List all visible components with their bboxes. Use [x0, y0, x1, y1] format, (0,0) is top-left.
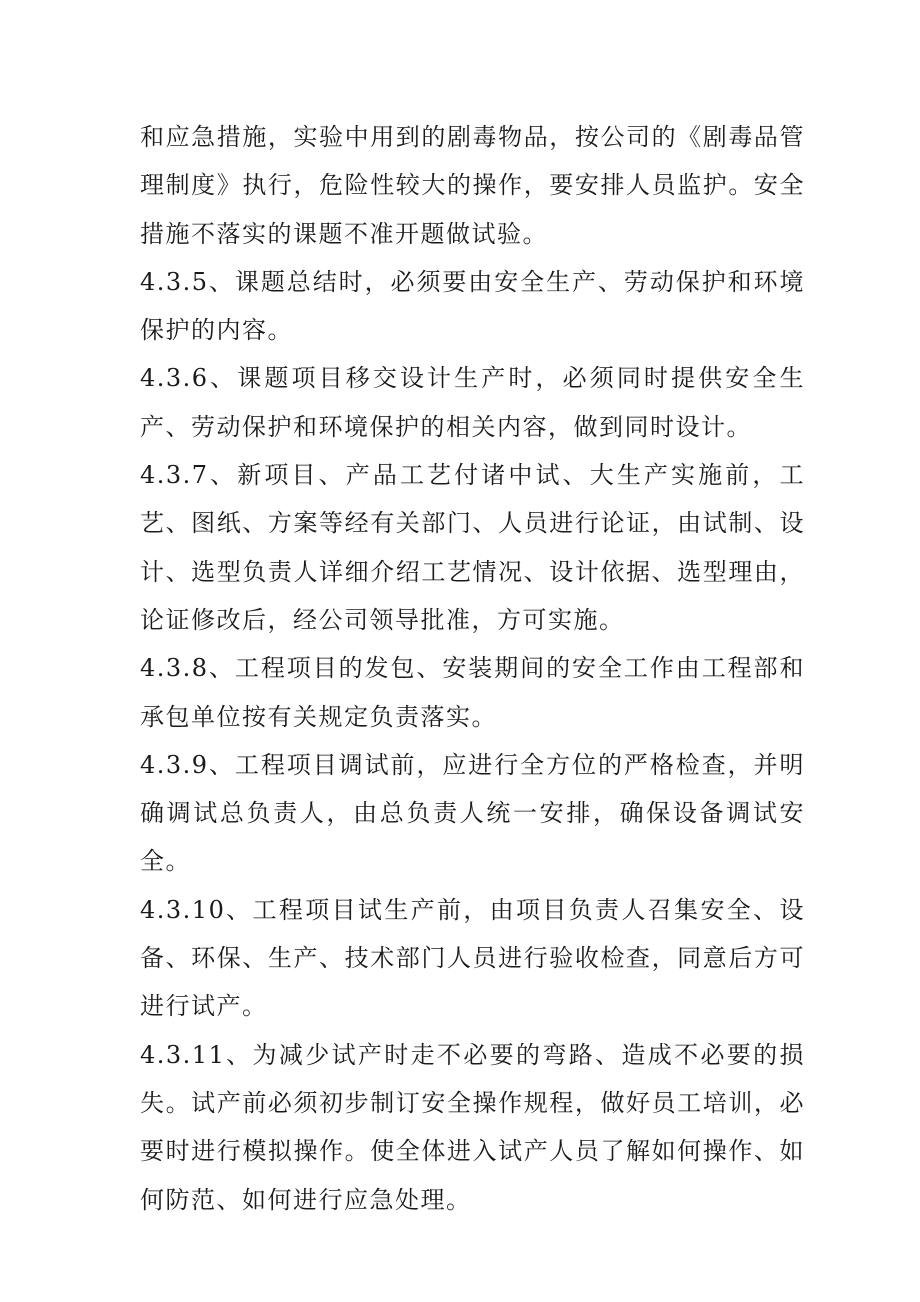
paragraph-4-3-8: 4.3.8、工程项目的发包、安装期间的安全工作由工程部和承包单位按有关规定负责落实。 [140, 654, 805, 731]
paragraph-4-3-6: 4.3.6、课题项目移交设计生产时，必须同时提供安全生产、劳动保护和环境保护的相关内容，做到同时设计。 [140, 364, 805, 441]
paragraph-4-3-5: 4.3.5、课题总结时，必须要由安全生产、劳动保护和环境保护的内容。 [140, 267, 805, 345]
paragraph-4-3-10: 4.3.10、工程项目试生产前，由项目负责人召集安全、设备、环保、生产、技术部门人员进行验收检查，同意后方可进行试产。 [140, 895, 805, 1021]
document-body [140, 113, 805, 1224]
paragraph-4-3-7: 4.3.7、新项目、产品工艺付诸中试、大生产实施前，工艺、图纸、方案等经有关部门、人员进行论证，由试制、设计、选型负责人详细介绍工艺情况、设计依据、选型理由，论证修改后，经公司领导批准，方可实施。 [140, 461, 805, 634]
paragraph-emergency-measures: 和应急措施，实验中用到的剧毒物品，按公司的《剧毒品管理制度》执行，危险性较大的操作，要安排人员监护。安全措施不落实的课题不准开题做试验。 [140, 123, 805, 248]
paragraph-4-3-11: 4.3.11、为减少试产时走不必要的弯路、造成不必要的损失。试产前必须初步制订安全操作规程，做好员工培训，必要时进行模拟操作。使全体进入试产人员了解如何操作、如何防范、如何进行应急处理。 [140, 1040, 805, 1214]
paragraph-4-3-9: 4.3.9、工程项目调试前，应进行全方位的严格检查，并明确调试总负责人，由总负责人统一安排，确保设备调试安全。 [140, 750, 805, 876]
